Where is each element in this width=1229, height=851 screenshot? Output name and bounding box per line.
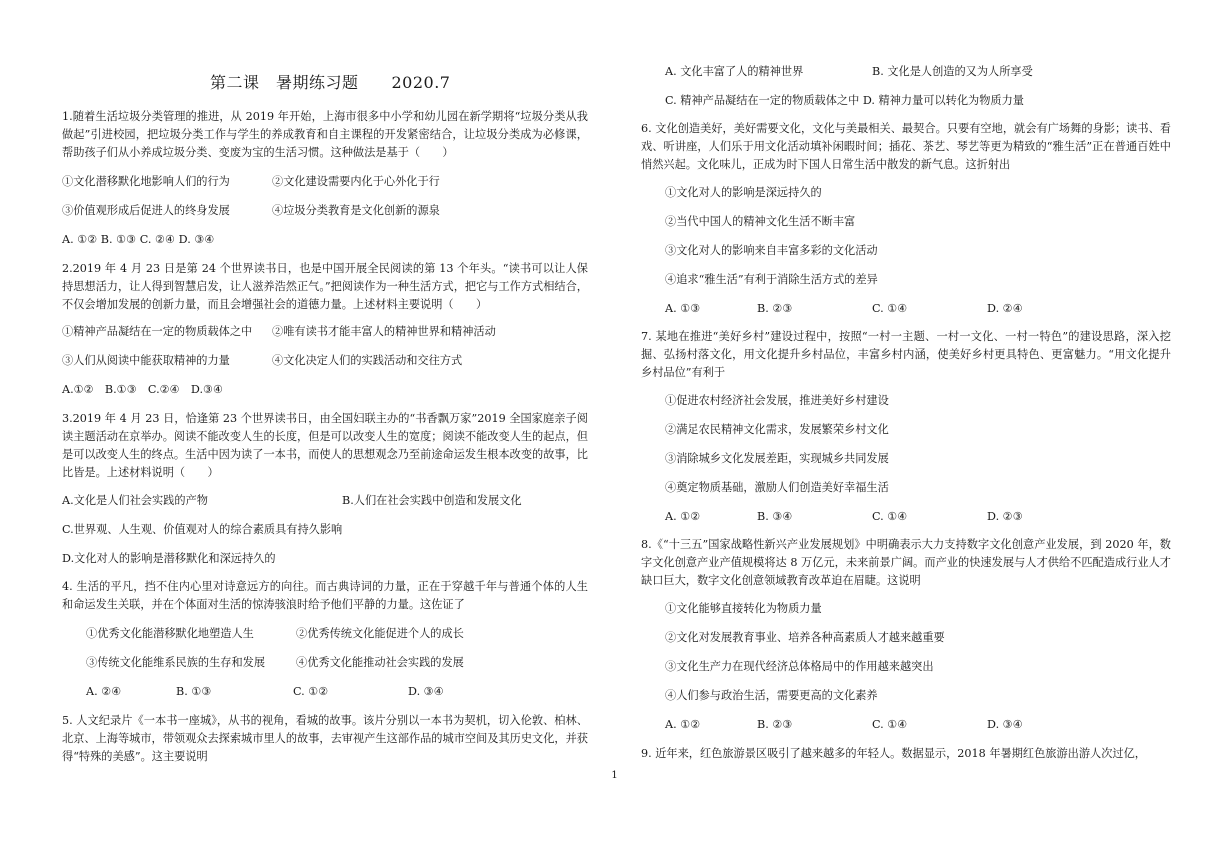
question-4-option-1: ①优秀文化能潜移默化地塑造人生 (86, 627, 254, 640)
question-3-option-b: B.人们在社会实践中创造和发展文化 (342, 494, 522, 507)
question-6-choice-b: B. ②③ (757, 302, 793, 315)
question-8-stem: 8.《“十三五”国家战略性新兴产业发展规划》中明确表示大力支持数字文化创意产业发展，到 2020 年，数字文化创意产业产值规模将达 8 万亿元，未来前景广阔。而产业的快速发展与人才供给不匹配造成行业人才缺口巨大，数字文化创意领域教育改革迫在眉睫。这说明 (641, 538, 1171, 587)
question-1-option-3: ③价值观形成后促进人的终身发展 (62, 204, 230, 217)
question-3-option-a: A.文化是人们社会实践的产物 (62, 494, 208, 507)
question-6-option-2: ②当代中国人的精神文化生活不断丰富 (665, 215, 856, 228)
question-1-option-4: ④垃圾分类教育是文化创新的源泉 (272, 204, 440, 217)
question-6-choice-c: C. ①④ (872, 302, 908, 315)
question-7-choice-d: D. ②③ (987, 510, 1023, 523)
question-3-option-c: C.世界观、人生观、价值观对人的综合素质具有持久影响 (62, 523, 343, 536)
question-2-option-4: ④文化决定人们的实践活动和交往方式 (272, 354, 463, 367)
question-6-option-4: ④追求“雅生活”有利于消除生活方式的差异 (665, 273, 878, 286)
question-3-option-d: D.文化对人的影响是潜移默化和深远持久的 (62, 552, 276, 565)
question-7-stem: 7. 某地在推进“美好乡村”建设过程中，按照“一村一主题、一村一文化、一村一特色”的建设思路，深入挖掘、弘扬村落文化，用文化提升乡村品位，丰富乡村内涵，使美好乡村更具特色、更富魅力。“用文化提升乡村品位”有利于 (641, 330, 1171, 379)
page-title: 第二课 暑期练习题 2020.7 (210, 73, 451, 92)
question-8-option-3: ③文化生产力在现代经济总体格局中的作用越来越突出 (665, 660, 934, 673)
question-4-choice-a: A. ②④ (86, 685, 122, 698)
question-7-option-4: ④奠定物质基础，激励人们创造美好幸福生活 (665, 481, 889, 494)
question-1-option-1: ①文化潜移默化地影响人们的行为 (62, 175, 230, 188)
question-7-choice-c: C. ①④ (872, 510, 908, 523)
question-7-choice-b: B. ③④ (757, 510, 793, 523)
question-4-choice-c: C. ①② (293, 685, 329, 698)
question-4-choice-b: B. ①③ (176, 685, 212, 698)
question-7-option-1: ①促进农村经济社会发展，推进美好乡村建设 (665, 394, 889, 407)
question-7-choice-a: A. ①② (665, 510, 701, 523)
question-4-option-2: ②优秀传统文化能促进个人的成长 (296, 627, 464, 640)
question-8-choice-a: A. ①② (665, 718, 701, 731)
page-number: 1 (611, 770, 618, 781)
question-6-choice-d: D. ②④ (987, 302, 1023, 315)
question-1-choices: A. ①② B. ①③ C. ②④ D. ③④ (62, 233, 215, 246)
question-5-option-cd: C. 精神产品凝结在一定的物质载体之中 D. 精神力量可以转化为物质力量 (665, 94, 1024, 107)
question-6-option-1: ①文化对人的影响是深远持久的 (665, 186, 822, 199)
question-5-option-a: A. 文化丰富了人的精神世界 (665, 65, 804, 78)
question-4-choice-d: D. ③④ (408, 685, 444, 698)
question-6-choice-a: A. ①③ (665, 302, 701, 315)
question-2-choices: A.①② B.①③ C.②④ D.③④ (62, 383, 224, 396)
question-1-option-2: ②文化建设需要内化于心外化于行 (272, 175, 440, 188)
question-5-stem: 5. 人文纪录片《一本书一座城》，从书的视角，看城的故事。该片分别以一本书为契机，切入伦敦、柏林、北京、上海等城市，带领观众去探索城市里人的故事，去审视产生这部作品的城市空间及其历史文化，并获得“特殊的美感”。这主要说明 (62, 714, 588, 763)
question-4-option-3: ③传统文化能维系民族的生存和发展 (86, 656, 266, 669)
question-1-stem: 1.随着生活垃圾分类管理的推进，从 2019 年开始，上海市很多中小学和幼儿园在新学期将“垃圾分类从我做起”引进校园，把垃圾分类工作与学生的养成教育和自主课程的开发紧密结合，让垃圾分类成为必修课，帮助孩子们从小养成垃圾分类、变废为宝的生活习惯。这种做法是基于（ ） (62, 110, 588, 159)
question-8-option-2: ②文化对发展教育事业、培养各种高素质人才越来越重要 (665, 631, 945, 644)
question-9-stem: 9. 近年来，红色旅游景区吸引了越来越多的年轻人。数据显示，2018 年暑期红色旅游出游人次过亿， (641, 747, 1146, 760)
question-2-option-3: ③人们从阅读中能获取精神的力量 (62, 354, 230, 367)
question-8-choice-b: B. ②③ (757, 718, 793, 731)
question-3-stem: 3.2019 年 4 月 23 日，恰逢第 23 个世界读书日，由全国妇联主办的“书香飘万家”2019 全国家庭亲子阅读主题活动在京举办。阅读不能改变人生的长度，但是可以改变人生的宽度；阅读不能改变人生的起点，但是可以改变人生的终点。生活中因为读了一本书，而使人的思想观念乃至前途命运发生根本改变的故事，比比皆是。上述材料说明（ ） (62, 412, 588, 479)
question-2-option-2: ②唯有读书才能丰富人的精神世界和精神活动 (272, 325, 496, 338)
question-8-option-1: ①文化能够直接转化为物质力量 (665, 602, 822, 615)
question-6-stem: 6. 文化创造美好，美好需要文化，文化与美最相关、最契合。只要有空地，就会有广场舞的身影；读书、看戏、听讲座，人们乐于用文化活动填补闲暇时间；插花、茶艺、琴艺等更为精致的“雅生活”正在普通百姓中悄然兴起。文化味儿，正成为时下国人日常生活中散发的新气息。这折射出 (641, 122, 1171, 171)
question-8-choice-c: C. ①④ (872, 718, 908, 731)
question-7-option-3: ③消除城乡文化发展差距，实现城乡共同发展 (665, 452, 889, 465)
question-8-option-4: ④人们参与政治生活，需要更高的文化素养 (665, 689, 878, 702)
question-7-option-2: ②满足农民精神文化需求，发展繁荣乡村文化 (665, 423, 889, 436)
question-2-option-1: ①精神产品凝结在一定的物质载体之中 (62, 325, 253, 338)
question-4-stem: 4. 生活的平凡，挡不住内心里对诗意远方的向往。而古典诗词的力量，正在于穿越千年与普通个体的人生和命运发生关联，并在个体面对生活的惊涛骇浪时给予他们平静的力量。这佐证了 (62, 580, 588, 611)
question-5-option-b: B. 文化是人创造的又为人所享受 (872, 65, 1033, 78)
question-6-option-3: ③文化对人的影响来自丰富多彩的文化活动 (665, 244, 878, 257)
question-4-option-4: ④优秀文化能推动社会实践的发展 (296, 656, 464, 669)
question-8-choice-d: D. ③④ (987, 718, 1023, 731)
question-2-stem: 2.2019 年 4 月 23 日是第 24 个世界读书日，也是中国开展全民阅读的第 13 个年头。“读书可以让人保持思想活力，让人得到智慧启发，让人滋养浩然正气。”把阅读作为一种生活方式，把它与工作方式相结合，不仅会增加发展的创新力量，而且会增强社会的道德力量。上述材料主要说明（ ） (62, 262, 588, 311)
